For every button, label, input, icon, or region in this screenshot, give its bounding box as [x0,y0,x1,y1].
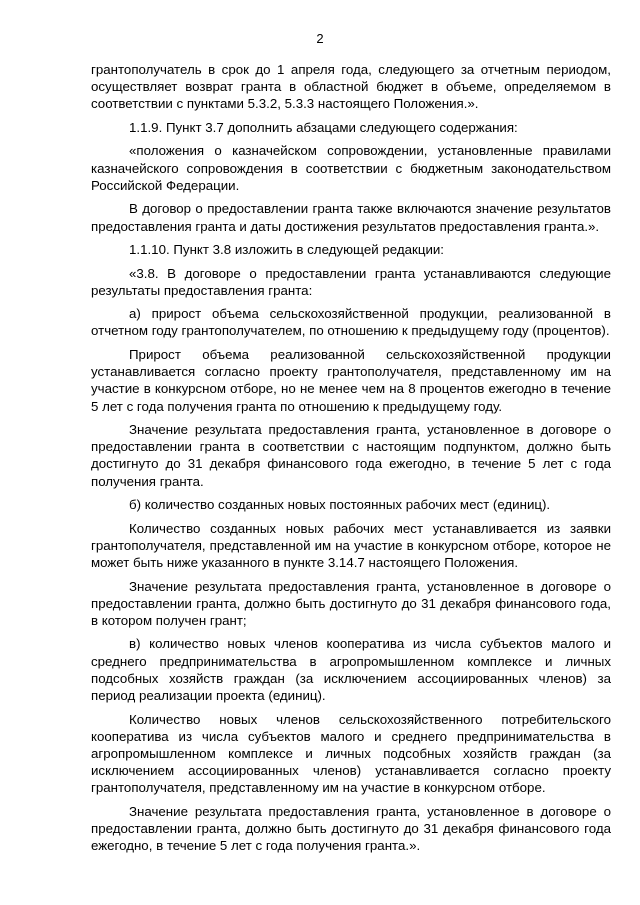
paragraph-subitem-v: в) количество новых членов кооператива из числа субъектов малого и среднего предпринимательства в агропромышленном комплексе и личных подсобных хозяйств граждан (за исключением ассоциированных членов) за период реализации проекта (единиц). [91,636,611,704]
document-body [91,61,611,861]
paragraph-continuation: грантополучатель в срок до 1 апреля года, следующего за отчетным периодом, осуществляет возврат гранта в областной бюджет в объеме, определяемом в соответствии с пунктами 5.3.2, 5.3.3 настоящего Положения.». [91,62,611,112]
paragraph-production-growth: Прирост объема реализованной сельскохозяйственной продукции устанавливается согласно проекту грантополучателя, представленному им на участие в конкурсном отборе, но не менее чем на 8 процентов ежегодно в течение 5 лет с года получения гранта по отношению к предыдущему году. [91,346,611,414]
paragraph-subitem-b: б) количество созданных новых постоянных рабочих мест (единиц). [129,497,551,513]
paragraph-grant-results-values: В договор о предоставлении гранта также включаются значение результатов предоставления гранта и даты достижения результатов предоставления гранта.». [91,201,611,234]
paragraph-new-members: Количество новых членов сельскохозяйственного потребительского кооператива из числа субъектов малого и среднего предпринимательства в агропромышленном комплексе и личных подсобных хозяйств граждан (за исключением ассоциированных членов) устанавливается согласно проекту грантополучателя, представленному им на участие в конкурсном отборе. [91,711,611,796]
paragraph-item-1-1-10: 1.1.10. Пункт 3.8 изложить в следующей редакции: [129,242,444,258]
paragraph-result-value-b: Значение результата предоставления гранта, установленное в договоре о предоставлении гранта, должно быть достигнуто до 31 декабря финансового года, в котором получен грант; [91,578,611,628]
paragraph-treasury-provisions: «положения о казначейском сопровождении, установленные правилами казначейского сопровождения в соответствии с бюджетным законодательством Российской Федерации. [91,143,611,193]
paragraph-result-value-a: Значение результата предоставления гранта, установленное в договоре о предоставлении гранта в соответствии с настоящим подпунктом, должно быть достигнуто до 31 декабря финансового года ежегодно, в течение 5 лет с года получения гранта. [91,422,611,489]
paragraph-item-1-1-9: 1.1.9. Пункт 3.7 дополнить абзацами следующего содержания: [129,119,518,135]
paragraph-new-jobs: Количество созданных новых рабочих мест устанавливается из заявки грантополучателя, представленной им на участие в конкурсном отборе, которое не может быть ниже указанного в пункте 3.14.7 настоящего Положения. [91,520,611,571]
paragraph-subitem-a: а) прирост объема сельскохозяйственной продукции, реализованной в отчетном году грантополучателем, по отношению к предыдущему году (процентов). [91,306,611,339]
paragraph-clause-3-8: «3.8. В договоре о предоставлении гранта устанавливаются следующие результаты предоставления гранта: [91,265,611,298]
page-number: 2 [316,31,324,46]
paragraph-result-value-v: Значение результата предоставления гранта, установленное в договоре о предоставлении гранта, должно быть достигнуто до 31 декабря финансового года ежегодно, в течение 5 лет с года получения гранта.». [91,803,611,854]
